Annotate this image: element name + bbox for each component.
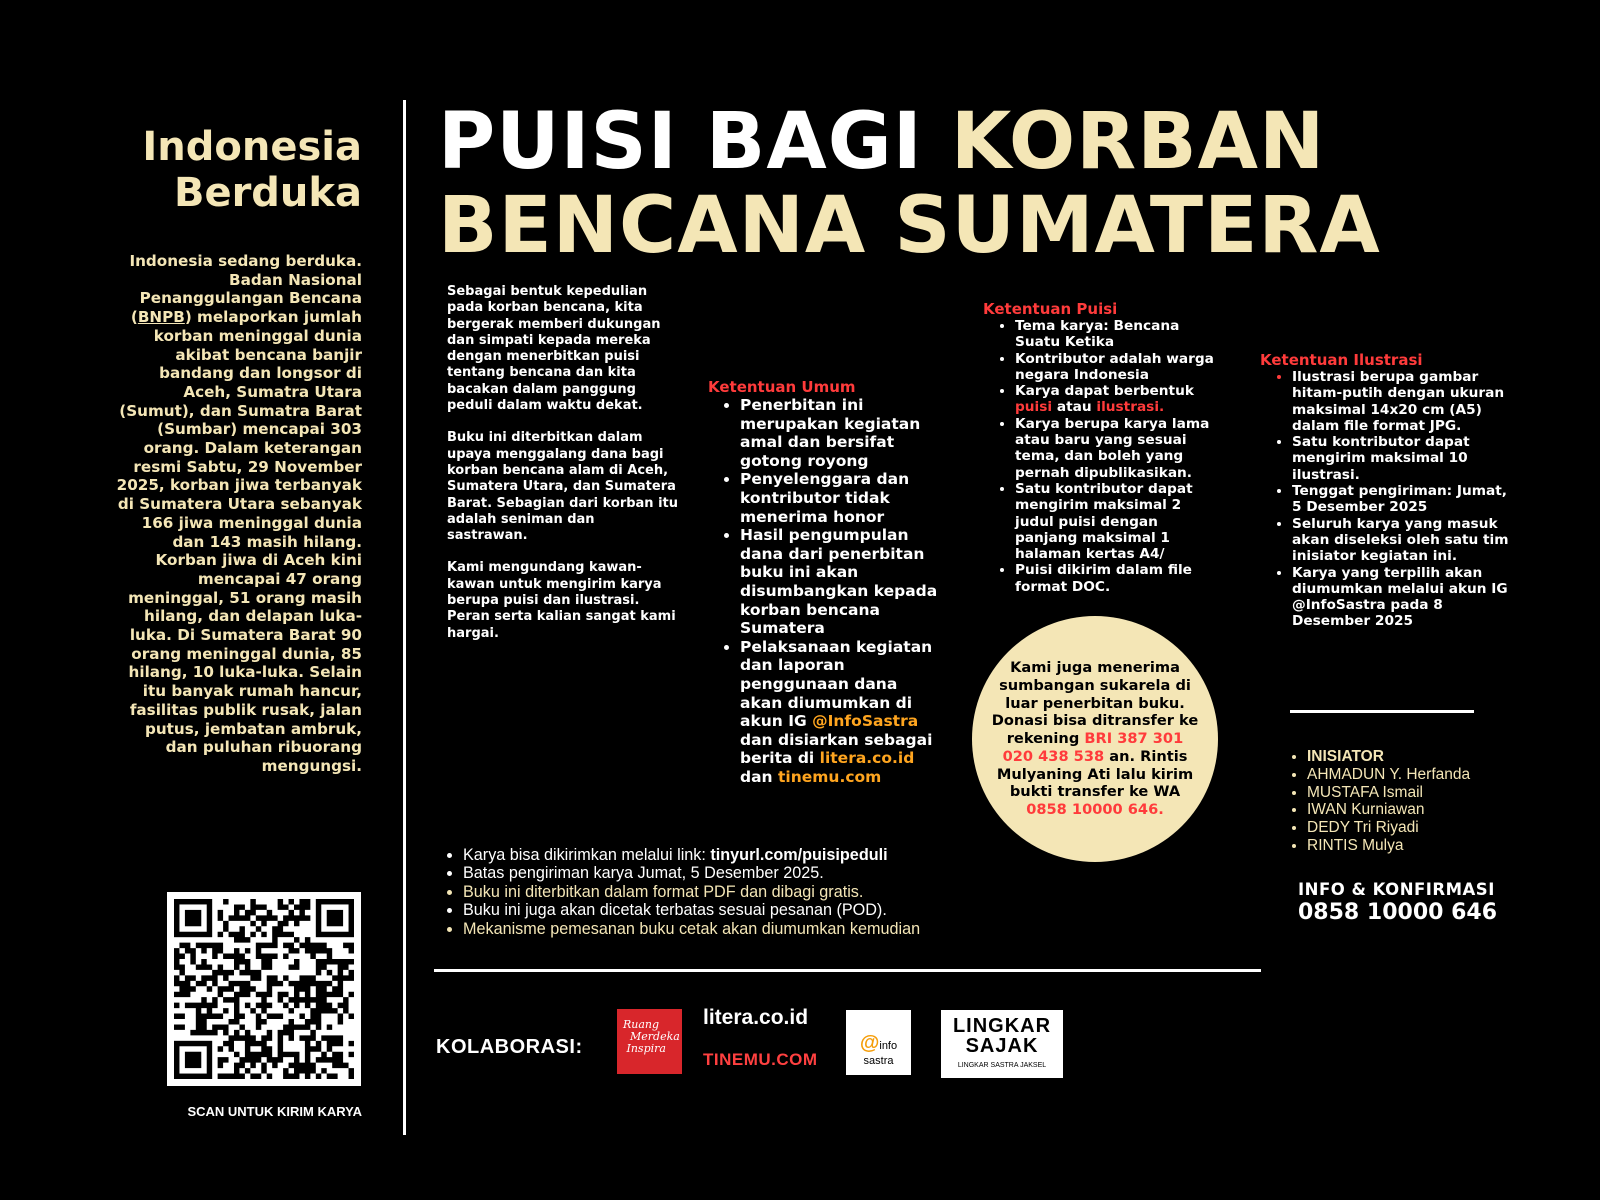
bottom-notes xyxy=(447,846,1027,938)
donation-circle xyxy=(972,616,1218,862)
sidebar-text xyxy=(110,252,362,776)
ketentuan-ilustrasi-list xyxy=(1260,369,1510,630)
vertical-divider xyxy=(403,100,406,1135)
tinemu-link[interactable]: tinemu.com xyxy=(778,767,882,786)
inisiator-section xyxy=(1289,748,1519,855)
headline-line1 xyxy=(438,97,1381,187)
headline-line2: BENCANA SUMATERA xyxy=(438,181,1381,271)
infosastra-ig-link[interactable]: @InfoSastra xyxy=(812,712,919,731)
qr-caption: SCAN UNTUK KIRIM KARYA xyxy=(187,1104,362,1119)
list-item: • Batas pengiriman karya Jumat, 5 Desember 2025. xyxy=(463,864,1027,882)
list-item: • Kontributor adalah warga negara Indonesia xyxy=(1015,351,1218,384)
infosastra-text: info sastra xyxy=(863,1040,898,1067)
tinemu-logo: TINEMU.COM xyxy=(703,1050,818,1069)
list-item: • Satu kontributor dapat mengirim maksimal 2 judul puisi dengan panjang maksimal 1 halaman kertas A4/ xyxy=(1015,481,1218,562)
intro-paragraph-1: Sebagai bentuk kepedulian pada korban bencana, kita bergerak memberi dukungan dan simpati kepada mereka dengan menerbitkan puisi tentang bencana dan kita bacakan dalam panggung peduli dalam waktu dekat. xyxy=(447,284,661,414)
sidebar-text-part1: Indonesia sedang berduka. Badan Nasional Penanggulangan Bencana ( xyxy=(129,252,362,327)
intro-paragraph-2: Buku ini diterbitkan dalam upaya menggalang dana bagi korban bencana alam di Aceh, Sumatera Utara, dan Sumatera Barat. Sebagian dari korban itu adalah seniman dan sastrawan. xyxy=(447,430,679,544)
list-item: • Ilustrasi berupa gambar hitam-putih dengan ukuran maksimal 14x20 cm (A5) dalam file format JPG. xyxy=(1292,369,1510,434)
puisi-item3-text-a: Karya dapat berbentuk xyxy=(1015,383,1194,400)
list-item: • Hasil pengumpulan dana dari penerbitan buku ini akan disumbangkan kepada korban bencana Sumatera xyxy=(740,526,938,638)
litera-link[interactable]: litera.co.id xyxy=(819,749,915,768)
bottom-item1-text: Karya bisa dikirimkan melalui link: xyxy=(463,846,711,864)
headline-part2: KORBAN xyxy=(950,97,1326,187)
inisiator-list xyxy=(1289,748,1519,855)
puisi-word: puisi xyxy=(1015,399,1053,416)
qr-finder xyxy=(185,910,201,926)
litera-logo: litera.co.id xyxy=(703,1006,809,1029)
infosastra-at: @ xyxy=(859,1032,880,1054)
umum-item4-text-c: dan xyxy=(740,767,778,786)
list-item xyxy=(740,638,938,787)
puisi-item3-text-b: atau xyxy=(1052,399,1097,416)
lingkar-line1: LINGKAR xyxy=(952,1015,1052,1037)
donation-text-a: Kami juga menerima sumbangan sukarela di luar penerbitan buku. Donasi bisa ditransfer ke rekening xyxy=(991,658,1199,748)
list-item: • Penyelenggara dan kontributor tidak menerima honor xyxy=(740,470,938,526)
list-item: • Satu kontributor dapat mengirim maksimal 10 ilustrasi. xyxy=(1292,434,1510,483)
ilustrasi-word: ilustrasi. xyxy=(1096,399,1165,416)
lingkar-line2: SAJAK xyxy=(965,1035,1039,1057)
ketentuan-umum xyxy=(708,378,938,786)
donation-text xyxy=(990,659,1200,819)
inisiator-heading: • INISIATOR xyxy=(1307,748,1519,766)
intro-paragraph-3: Kami mengundang kawan-kawan untuk mengirim karya berupa puisi dan ilustrasi. Peran serta kalian sangat kami hargai. xyxy=(447,560,676,641)
list-item: • RINTIS Mulya xyxy=(1307,837,1519,855)
bnpb-abbr: BNPB xyxy=(137,308,185,327)
list-item xyxy=(463,846,1027,864)
list-item: • Mekanisme pemesanan buku cetak akan diumumkan kemudian xyxy=(463,920,1027,938)
list-item: • Buku ini diterbitkan dalam format PDF dan dibagi gratis. xyxy=(463,883,1027,901)
submission-link[interactable]: tinyurl.com/puisipeduli xyxy=(710,846,888,864)
sidebar-title-line1: Indonesia xyxy=(142,124,362,170)
list-item: • IWAN Kurniawan xyxy=(1307,801,1519,819)
sidebar-title-line2: Berduka xyxy=(173,170,362,216)
list-item: • Puisi dikirim dalam file format DOC. xyxy=(1015,562,1218,595)
sidebar-title xyxy=(60,124,362,216)
qr-code-graphic xyxy=(167,892,361,1086)
infosastra-logo xyxy=(846,1010,911,1075)
ketentuan-umum-list xyxy=(708,396,938,786)
ketentuan-ilustrasi xyxy=(1260,351,1510,630)
bank-account: BRI 387 301 020 438 538 xyxy=(1002,730,1184,765)
ketentuan-puisi xyxy=(983,300,1218,595)
list-item: • MUSTAFA Ismail xyxy=(1307,784,1519,802)
ruang-merdeka-logo: Ruang Merdeka Inspira xyxy=(617,1009,682,1074)
intro-text xyxy=(447,284,679,658)
headline-part1: PUISI BAGI xyxy=(438,97,951,187)
donation-text-b: an. Rintis Mulyaning Ati lalu kirim bukti transfer ke WA xyxy=(996,747,1194,801)
list-item: • Tema karya: Bencana Suatu Ketika xyxy=(1015,318,1218,351)
list-item: • Tenggat pengiriman: Jumat, 5 Desember 2025 xyxy=(1292,483,1510,516)
ketentuan-puisi-list xyxy=(983,318,1218,595)
list-item: • Seluruh karya yang masuk akan diseleksi oleh satu tim inisiator kegiatan ini. xyxy=(1292,516,1510,565)
list-item: • Buku ini juga akan dicetak terbatas sesuai pesanan (POD). xyxy=(463,901,1027,919)
kolaborasi-label: KOLABORASI: xyxy=(436,1036,583,1058)
info-phone[interactable]: 0858 10000 646 xyxy=(1298,900,1498,925)
info-contact xyxy=(1298,880,1497,926)
list-item: • Karya yang terpilih akan diumumkan melalui akun IG @InfoSastra pada 8 Desember 2025 xyxy=(1292,565,1510,630)
ketentuan-umum-title: Ketentuan Umum xyxy=(708,378,856,396)
list-item: • Karya berupa karya lama atau baru yang sesuai tema, dan boleh yang pernah dipublikasikan. xyxy=(1015,416,1218,481)
horizontal-divider-right xyxy=(1290,710,1474,713)
ketentuan-puisi-title: Ketentuan Puisi xyxy=(983,300,1118,318)
headline xyxy=(438,97,1381,271)
ketentuan-ilustrasi-title: Ketentuan Ilustrasi xyxy=(1260,351,1423,369)
umum-item4-text-a: Pelaksanaan kegiatan dan laporan penggunaan dana akan diumumkan di akun IG xyxy=(740,637,933,731)
info-label: INFO & KONFIRMASI xyxy=(1298,880,1495,899)
sidebar-text-part2: ) melaporkan jumlah korban meninggal dunia akibat bencana banjir bandang dan longsor di Aceh, Sumatra Utara (Sumut), dan Sumatra Barat (Sumbar) mencapai 303 orang. Dalam keterangan resmi Sabtu, 29 November 2025, korban jiwa terbanyak di Sumatera Utara sebanyak 166 jiwa meninggal dunia dan 143 masih hilang. Korban jiwa di Aceh kini mencapai 47 orang meninggal, 51 orang masih hilang, dan delapan luka-luka. Di Sumatera Barat 90 orang meninggal dunia, 85 hilang, 10 luka-luka. Selain itu banyak rumah hancur, fasilitas publik rusak, jalan putus, jembatan ambruk, dan puluhan ribuorang mengungsi. xyxy=(116,308,362,775)
umum-item4-text-b: dan disiarkan sebagai berita di xyxy=(740,730,933,768)
list-item: • AHMADUN Y. Herfanda xyxy=(1307,766,1519,784)
qr-finder xyxy=(185,1052,201,1068)
qr-finder xyxy=(327,910,343,926)
list-item xyxy=(1015,383,1218,416)
lingkar-sajak-logo xyxy=(941,1010,1063,1078)
list-item: • DEDY Tri Riyadi xyxy=(1307,819,1519,837)
lingkar-sub: LINGKAR SASTRA JAKSEL xyxy=(957,1062,1047,1069)
whatsapp-number: 0858 10000 646. xyxy=(1026,801,1164,819)
bottom-notes-list xyxy=(447,846,1027,938)
list-item: • Penerbitan ini merupakan kegiatan amal dan bersifat gotong royong xyxy=(740,396,938,470)
qr-code[interactable] xyxy=(167,892,361,1086)
horizontal-divider-bottom xyxy=(434,969,1261,972)
